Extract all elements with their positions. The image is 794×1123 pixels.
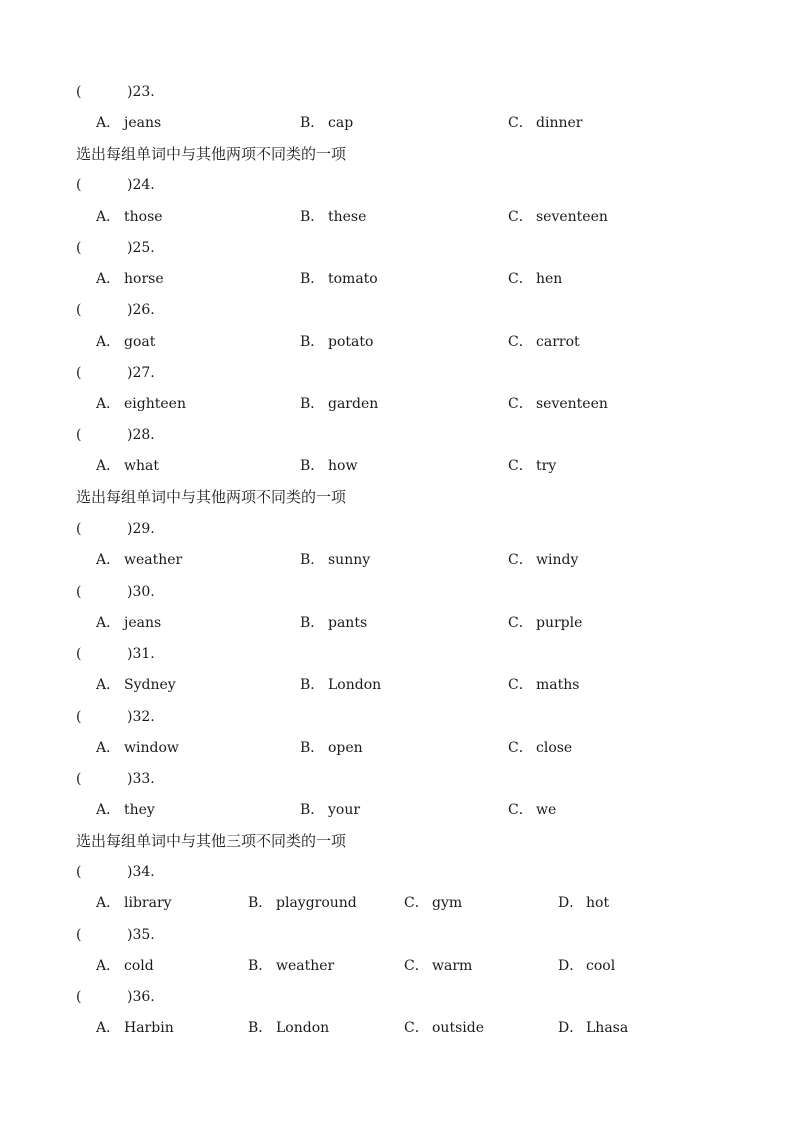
answer-option bbox=[300, 205, 366, 229]
option-word: warm bbox=[432, 958, 473, 974]
question-line bbox=[0, 361, 794, 385]
answer-option bbox=[96, 798, 155, 822]
question-number: )30. bbox=[127, 584, 155, 600]
option-letter: A． bbox=[96, 396, 121, 412]
answer-option bbox=[248, 954, 334, 978]
option-word: jeans bbox=[124, 615, 162, 631]
option-letter: A． bbox=[96, 1020, 121, 1036]
answer-option bbox=[558, 891, 609, 915]
answer-option bbox=[248, 1016, 329, 1040]
option-letter: C． bbox=[404, 895, 429, 911]
answer-parenthesis: ( bbox=[76, 365, 82, 381]
question-line bbox=[0, 642, 794, 666]
option-word: we bbox=[536, 802, 557, 818]
question-line bbox=[0, 298, 794, 322]
answer-option bbox=[96, 548, 182, 572]
option-word: London bbox=[276, 1020, 330, 1036]
answer-option bbox=[248, 891, 357, 915]
answer-option bbox=[96, 267, 164, 291]
option-letter: B． bbox=[248, 895, 273, 911]
option-letter: A． bbox=[96, 895, 121, 911]
question-line bbox=[0, 517, 794, 541]
question-number: )32. bbox=[127, 709, 155, 725]
answer-parenthesis: ( bbox=[76, 989, 82, 1005]
option-word: try bbox=[536, 458, 557, 474]
option-letter: C． bbox=[404, 958, 429, 974]
option-letter: B． bbox=[300, 677, 325, 693]
answer-option bbox=[96, 1016, 174, 1040]
option-word: dinner bbox=[536, 115, 583, 131]
option-word: open bbox=[328, 740, 363, 756]
answer-option bbox=[96, 454, 159, 478]
option-word: how bbox=[328, 458, 358, 474]
option-letter: B． bbox=[248, 958, 273, 974]
option-word: garden bbox=[328, 396, 379, 412]
answer-option bbox=[508, 111, 582, 135]
instruction-text: 选出每组单词中与其他三项不同类的一项 bbox=[76, 832, 347, 850]
question-number: )26. bbox=[127, 302, 155, 318]
option-word: goat bbox=[124, 334, 156, 350]
answer-option bbox=[96, 891, 172, 915]
answer-option bbox=[508, 454, 556, 478]
answer-parenthesis: ( bbox=[76, 927, 82, 943]
options-row bbox=[0, 673, 794, 697]
option-word: seventeen bbox=[536, 209, 608, 225]
question-number: )36. bbox=[127, 989, 155, 1005]
option-letter: C． bbox=[508, 334, 533, 350]
answer-option bbox=[508, 267, 562, 291]
options-row bbox=[0, 611, 794, 635]
option-letter: A． bbox=[96, 677, 121, 693]
option-letter: B． bbox=[300, 552, 325, 568]
option-letter: C． bbox=[508, 396, 533, 412]
answer-option bbox=[404, 954, 472, 978]
question-line bbox=[0, 923, 794, 947]
instruction-text: 选出每组单词中与其他两项不同类的一项 bbox=[76, 488, 347, 506]
question-line bbox=[0, 705, 794, 729]
option-word: outside bbox=[432, 1020, 484, 1036]
answer-option bbox=[508, 205, 608, 229]
option-word: pants bbox=[328, 615, 368, 631]
answer-option bbox=[508, 673, 579, 697]
question-line bbox=[0, 423, 794, 447]
answer-option bbox=[96, 392, 186, 416]
option-word: maths bbox=[536, 677, 580, 693]
answer-option bbox=[300, 111, 353, 135]
option-word: window bbox=[124, 740, 179, 756]
option-word: purple bbox=[536, 615, 583, 631]
answer-option bbox=[508, 548, 578, 572]
option-letter: B． bbox=[300, 802, 325, 818]
option-word: cold bbox=[124, 958, 154, 974]
option-word: what bbox=[124, 458, 159, 474]
option-word: seventeen bbox=[536, 396, 608, 412]
answer-option bbox=[96, 330, 155, 354]
answer-option bbox=[96, 205, 163, 229]
answer-option bbox=[300, 673, 381, 697]
options-row bbox=[0, 267, 794, 291]
option-word: potato bbox=[328, 334, 374, 350]
option-word: Sydney bbox=[124, 677, 176, 693]
answer-option bbox=[508, 736, 572, 760]
answer-parenthesis: ( bbox=[76, 177, 82, 193]
option-word: Lhasa bbox=[586, 1020, 629, 1036]
answer-option bbox=[404, 891, 462, 915]
option-word: carrot bbox=[536, 334, 580, 350]
answer-option bbox=[508, 392, 608, 416]
option-letter: B． bbox=[300, 334, 325, 350]
option-letter: C． bbox=[508, 115, 533, 131]
question-line bbox=[0, 580, 794, 604]
answer-option bbox=[508, 798, 556, 822]
option-word: hot bbox=[586, 895, 610, 911]
answer-option bbox=[96, 954, 154, 978]
option-letter: A． bbox=[96, 334, 121, 350]
option-word: playground bbox=[276, 895, 357, 911]
answer-option bbox=[508, 611, 582, 635]
option-letter: B． bbox=[300, 458, 325, 474]
option-letter: D． bbox=[558, 1020, 584, 1036]
answer-option bbox=[96, 736, 179, 760]
option-letter: B． bbox=[300, 115, 325, 131]
answer-parenthesis: ( bbox=[76, 709, 82, 725]
option-letter: B． bbox=[300, 615, 325, 631]
options-row bbox=[0, 205, 794, 229]
option-letter: A． bbox=[96, 271, 121, 287]
answer-option bbox=[96, 111, 161, 135]
options-row bbox=[0, 548, 794, 572]
answer-parenthesis: ( bbox=[76, 302, 82, 318]
answer-option bbox=[300, 611, 367, 635]
option-word: horse bbox=[124, 271, 164, 287]
option-letter: C． bbox=[508, 209, 533, 225]
option-letter: A． bbox=[96, 115, 121, 131]
option-word: jeans bbox=[124, 115, 162, 131]
option-word: gym bbox=[432, 895, 463, 911]
option-word: close bbox=[536, 740, 573, 756]
option-letter: B． bbox=[300, 396, 325, 412]
answer-option bbox=[300, 267, 378, 291]
answer-parenthesis: ( bbox=[76, 864, 82, 880]
answer-parenthesis: ( bbox=[76, 240, 82, 256]
options-row bbox=[0, 111, 794, 135]
question-number: )28. bbox=[127, 427, 155, 443]
options-row bbox=[0, 798, 794, 822]
answer-option bbox=[96, 673, 176, 697]
option-letter: B． bbox=[300, 271, 325, 287]
answer-parenthesis: ( bbox=[76, 771, 82, 787]
option-letter: A． bbox=[96, 740, 121, 756]
options-row bbox=[0, 954, 794, 978]
question-line bbox=[0, 173, 794, 197]
section-instruction bbox=[0, 485, 794, 509]
option-word: hen bbox=[536, 271, 563, 287]
option-word: your bbox=[328, 802, 361, 818]
option-letter: B． bbox=[300, 740, 325, 756]
question-line bbox=[0, 236, 794, 260]
answer-parenthesis: ( bbox=[76, 646, 82, 662]
option-word: cool bbox=[586, 958, 616, 974]
question-line bbox=[0, 767, 794, 791]
option-letter: A． bbox=[96, 802, 121, 818]
answer-option bbox=[300, 330, 373, 354]
option-letter: A． bbox=[96, 615, 121, 631]
question-number: )35. bbox=[127, 927, 155, 943]
section-instruction bbox=[0, 829, 794, 853]
option-letter: A． bbox=[96, 458, 121, 474]
option-letter: A． bbox=[96, 209, 121, 225]
answer-option bbox=[404, 1016, 484, 1040]
option-word: library bbox=[124, 895, 172, 911]
option-letter: D． bbox=[558, 958, 584, 974]
option-word: sunny bbox=[328, 552, 371, 568]
answer-parenthesis: ( bbox=[76, 521, 82, 537]
option-word: weather bbox=[276, 958, 335, 974]
question-number: )27. bbox=[127, 365, 155, 381]
question-number: )24. bbox=[127, 177, 155, 193]
option-word: they bbox=[124, 802, 155, 818]
option-letter: C． bbox=[508, 552, 533, 568]
answer-option bbox=[300, 798, 360, 822]
option-word: those bbox=[124, 209, 163, 225]
option-letter: B． bbox=[300, 209, 325, 225]
answer-option bbox=[300, 548, 370, 572]
option-letter: C． bbox=[508, 740, 533, 756]
option-letter: B． bbox=[248, 1020, 273, 1036]
option-word: London bbox=[328, 677, 382, 693]
question-line bbox=[0, 80, 794, 104]
options-row bbox=[0, 392, 794, 416]
options-row bbox=[0, 891, 794, 915]
options-row bbox=[0, 330, 794, 354]
answer-option bbox=[558, 1016, 628, 1040]
options-row bbox=[0, 454, 794, 478]
option-letter: C． bbox=[508, 615, 533, 631]
option-word: weather bbox=[124, 552, 183, 568]
question-number: )34. bbox=[127, 864, 155, 880]
question-number: )29. bbox=[127, 521, 155, 537]
instruction-text: 选出每组单词中与其他两项不同类的一项 bbox=[76, 145, 347, 163]
answer-option bbox=[96, 611, 161, 635]
options-row bbox=[0, 1016, 794, 1040]
option-letter: C． bbox=[508, 802, 533, 818]
option-letter: C． bbox=[508, 677, 533, 693]
option-letter: A． bbox=[96, 958, 121, 974]
option-letter: C． bbox=[508, 271, 533, 287]
question-number: )23. bbox=[127, 84, 155, 100]
option-word: Harbin bbox=[124, 1020, 174, 1036]
option-word: windy bbox=[536, 552, 579, 568]
option-letter: D． bbox=[558, 895, 584, 911]
question-line bbox=[0, 985, 794, 1009]
option-word: these bbox=[328, 209, 367, 225]
options-row bbox=[0, 736, 794, 760]
answer-option bbox=[300, 736, 363, 760]
answer-option bbox=[300, 392, 378, 416]
answer-parenthesis: ( bbox=[76, 84, 82, 100]
answer-parenthesis: ( bbox=[76, 427, 82, 443]
answer-option bbox=[300, 454, 357, 478]
option-word: eighteen bbox=[124, 396, 186, 412]
question-line bbox=[0, 860, 794, 884]
section-instruction bbox=[0, 142, 794, 166]
question-number: )33. bbox=[127, 771, 155, 787]
question-number: )31. bbox=[127, 646, 155, 662]
option-letter: C． bbox=[404, 1020, 429, 1036]
option-word: cap bbox=[328, 115, 354, 131]
answer-option bbox=[558, 954, 615, 978]
answer-parenthesis: ( bbox=[76, 584, 82, 600]
option-letter: C． bbox=[508, 458, 533, 474]
option-word: tomato bbox=[328, 271, 378, 287]
question-number: )25. bbox=[127, 240, 155, 256]
answer-option bbox=[508, 330, 580, 354]
option-letter: A． bbox=[96, 552, 121, 568]
